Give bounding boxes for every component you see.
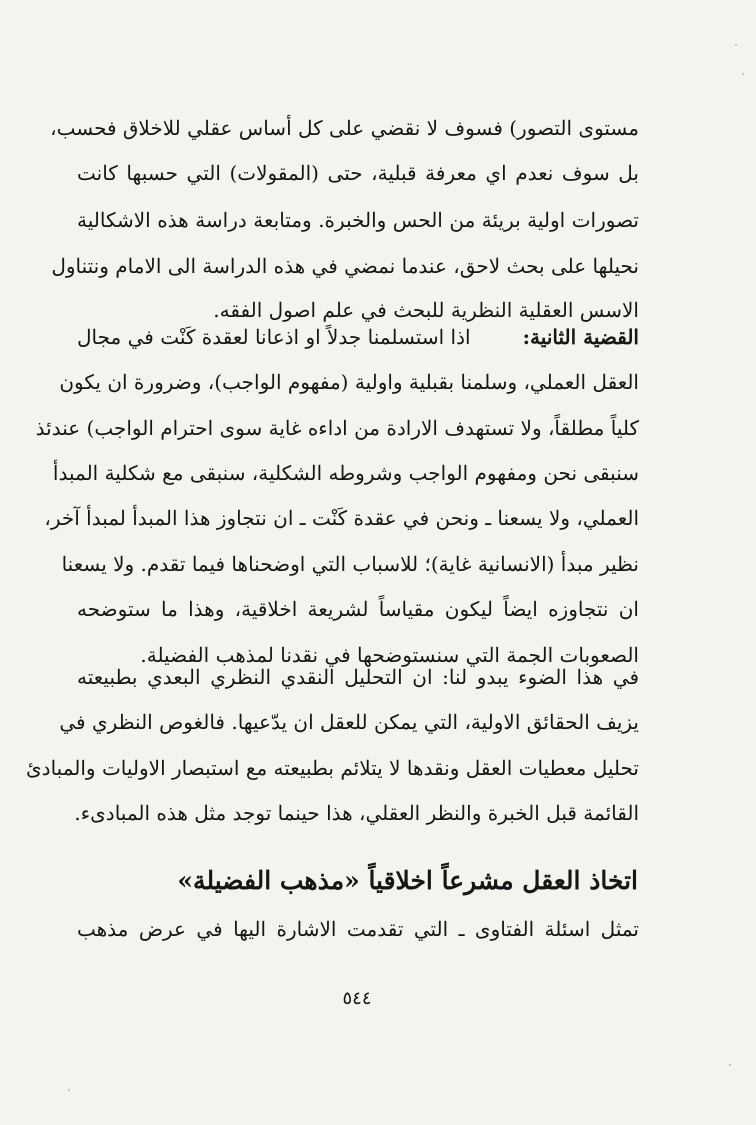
scan-speck	[742, 73, 744, 75]
paragraph-4	[77, 912, 639, 946]
paragraph-line: العملي، ولا يسعنا ـ ونحن في عقدة كَنْت ـ ان نتجاوز هذا المبدأ لمبدأ آخر،	[44, 506, 639, 530]
paragraph-line: كلياً مطلقاً، ولا تستهدف الارادة من اداءه غاية سوى احترام الواجب) عندئذ	[35, 416, 639, 440]
paragraph-first-line	[77, 320, 639, 354]
paragraph-3	[26, 660, 639, 835]
paragraph-line: بل سوف نعدم اي معرفة قبلية، حتى (المقولات) التي حسبها كانت	[77, 161, 639, 185]
paragraph-line: اذا استسلمنا جدلاً او اذعانا لعقدة كَنْت في مجال	[77, 325, 471, 349]
paragraph-line: الاسس العقلية النظرية للبحث في علم اصول الفقه.	[213, 298, 639, 322]
paragraph-line: ان نتجاوزه ايضاً ليكون مقياساً لشريعة اخلاقية، وهذا ما ستوضحه	[77, 597, 639, 621]
paragraph-line: تصورات اولية بريئة من الحس والخبرة. ومتابعة دراسة هذه الاشكالية	[77, 208, 639, 232]
paragraph-2	[35, 320, 639, 667]
paragraph-line: تحليل معطيات العقل ونقدها لا يتلائم بطبيعته مع استبصار الاوليات والمبادئ	[26, 756, 639, 780]
scan-speck	[735, 44, 737, 46]
paragraph-line: القائمة قبل الخبرة والنظر العقلي، هذا حينما توجد مثل هذه المبادىء.	[74, 801, 639, 825]
paragraph-line: الصعوبات الجمة التي سنستوضحها في نقدنا لمذهب الفضيلة.	[140, 643, 639, 667]
scan-speck	[68, 1089, 70, 1091]
paragraph-line: مستوى التصور) فسوف لا نقضي على كل أساس عقلي للاخلاق فحسب،	[50, 116, 639, 140]
paragraph-line: يزيف الحقائق الاولية، التي يمكن للعقل ان يدّعيها. فالغوص النظري في	[59, 710, 639, 734]
paragraph-line: تمثل اسئلة الفتاوى ـ التي تقدمت الاشارة اليها في عرض مذهب	[77, 917, 639, 941]
paragraph-line: في هذا الضوء يبدو لنا: ان التحليل النقدي النظري البعدي بطبيعته	[77, 665, 639, 689]
scan-speck	[729, 1064, 731, 1066]
paragraph-line: نحيلها على بحث لاحق، عندما نمضي في هذه الدراسة الى الامام ونتناول	[51, 254, 639, 278]
page-number: ٥٤٤	[342, 988, 372, 1009]
paragraph-line: العقل العملي، وسلمنا بقبلية واولية (مفهوم الواجب)، وضرورة ان يكون	[59, 370, 639, 394]
paragraph-label: القضية الثانية:	[522, 325, 639, 349]
section-heading: اتخاذ العقل مشرعاً اخلاقياً «مذهب الفضيلة»	[177, 866, 638, 895]
paragraph-1	[50, 111, 639, 322]
paragraph-line: سنبقى نحن ومفهوم الواجب وشروطه الشكلية، سنبقى مع شكلية المبدأ	[52, 461, 639, 485]
paragraph-line: نظير مبدأ (الانسانية غاية)؛ للاسباب التي اوضحناها فيما تقدم. ولا يسعنا	[61, 552, 639, 576]
